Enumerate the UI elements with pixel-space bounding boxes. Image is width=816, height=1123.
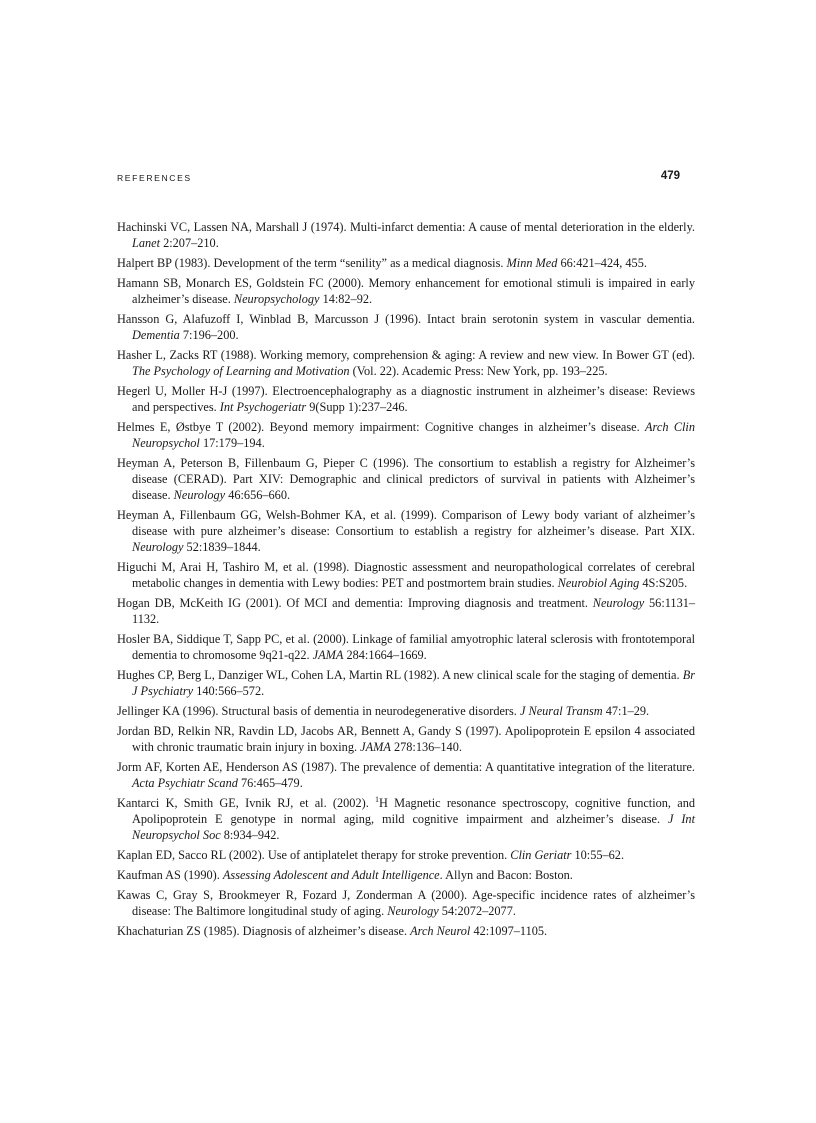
journal-name: Neuropsychology — [233, 292, 320, 306]
journal-name: Neurology — [173, 488, 226, 503]
reference-text: Jordan BD, Relkin NR, Ravdin LD, Jacobs AR, Bennett A, Gandy S (1997). Apolipoprotein E epsilon 4 associated with chronic traumatic brain injury in boxing. — [117, 724, 695, 755]
citation-details: 66:421–424, 455. — [560, 256, 647, 270]
running-head: REFERENCES — [117, 173, 192, 183]
reference-entry — [117, 887, 695, 919]
reference-entry — [117, 455, 695, 504]
reference-entry — [117, 847, 695, 863]
citation-details: 8:934–942. — [223, 828, 280, 843]
reference-text: Heyman A, Fillenbaum GG, Welsh-Bohmer KA, et al. (1999). Comparison of Lewy body variant of alzheimer’s disease with pure alzheimer’s disease: Consortium to establish a registry for alzheimer’s disease. Part XIX. — [117, 508, 695, 539]
citation-details: 54:2072–2077. — [441, 904, 516, 918]
reference-text: Hasher L, Zacks RT (1988). Working memory, comprehension & aging: A review and new view. In Bower GT (ed). — [117, 347, 695, 362]
citation-details: 14:82–92. — [322, 292, 373, 306]
citation-details: 284:1664–1669. — [346, 648, 427, 663]
reference-text: Helmes E, Østbye T (2002). Beyond memory impairment: Cognitive changes in alzheimer’s disease. — [117, 419, 640, 434]
reference-text-continued: H Magnetic resonance spectroscopy, cognitive function, and Apolipoprotein E genotype in normal aging, mild cognitive impairment and alzheimer’s disease. — [132, 796, 695, 827]
citation-details: 278:136–140. — [393, 740, 462, 755]
citation-details: . Allyn and Bacon: Boston. — [439, 868, 573, 882]
reference-text: Kawas C, Gray S, Brookmeyer R, Fozard J, Zonderman A (2000). Age-specific incidence rates of alzheimer’s disease: The Baltimore longitudinal study of aging. — [117, 887, 695, 918]
reference-entry — [117, 795, 695, 844]
reference-text: Hansson G, Alafuzoff I, Winblad B, Marcusson J (1996). Intact brain serotonin system in vascular dementia. — [117, 311, 695, 326]
journal-name: Acta Psychiatr Scand — [132, 776, 238, 791]
reference-entry — [117, 311, 695, 343]
citation-details: 9(Supp 1):237–246. — [309, 400, 408, 414]
reference-text: Halpert BP (1983). Development of the term “senility” as a medical diagnosis. — [117, 256, 504, 270]
reference-entry — [117, 275, 695, 307]
reference-text: Hachinski VC, Lassen NA, Marshall J (1974). Multi-infarct dementia: A cause of mental deterioration in the elderly. — [117, 220, 695, 234]
reference-entry — [117, 595, 695, 627]
citation-details: 140:566–572. — [196, 684, 265, 699]
reference-text: Hosler BA, Siddique T, Sapp PC, et al. (2000). Linkage of familial amyotrophic lateral sclerosis with frontotemporal dementia to chromosome 9q21-q22. — [117, 632, 695, 663]
reference-text: Heyman A, Peterson B, Fillenbaum G, Pieper C (1996). The consortium to establish a registry for Alzheimer’s disease (CERAD). Part XIV: Demographic and clinical predictors of survival in patients with Alzheimer’s disease. — [117, 455, 695, 503]
journal-name: Lanet — [132, 236, 161, 251]
book-title: Assessing Adolescent and Adult Intelligence — [222, 868, 440, 882]
journal-name: Br J Psychiatry — [132, 668, 695, 699]
reference-entry — [117, 667, 695, 699]
reference-text: Kaufman AS (1990). — [117, 868, 220, 882]
citation-details: 2:207–210. — [163, 236, 219, 251]
reference-text: Kaplan ED, Sacco RL (2002). Use of antiplatelet therapy for stroke prevention. — [117, 848, 508, 863]
journal-name: Clin Geriatr — [510, 848, 572, 863]
reference-entry — [117, 759, 695, 791]
citation-details: 46:656–660. — [228, 488, 291, 503]
journal-name: J Neural Transm — [519, 704, 603, 719]
journal-name: Arch Neurol — [410, 923, 471, 938]
reference-entry — [117, 631, 695, 663]
reference-entry — [117, 703, 695, 719]
journal-name: Int Psychogeriatr — [219, 400, 307, 414]
reference-entry — [117, 347, 695, 379]
journal-name: Neurology — [592, 596, 645, 611]
book-title: The Psychology of Learning and Motivation — [132, 364, 350, 378]
reference-list — [117, 219, 695, 943]
reference-entry — [117, 867, 695, 883]
reference-text: Higuchi M, Arai H, Tashiro M, et al. (1998). Diagnostic assessment and neuropathological correlates of cerebral metabolic changes in dementia with Lewy bodies: PET and postmortem brain studies. — [117, 560, 695, 591]
reference-entry — [117, 507, 695, 556]
citation-details: 52:1839–1844. — [186, 540, 261, 555]
journal-name: J Int Neuropsychol Soc — [132, 812, 696, 843]
reference-entry — [117, 559, 695, 591]
reference-text: Kantarci K, Smith GE, Ivnik RJ, et al. (2002). — [117, 796, 369, 810]
citation-details: 56:1131–1132. — [132, 596, 696, 627]
journal-name: JAMA — [360, 740, 391, 755]
reference-text: Jellinger KA (1996). Structural basis of dementia in neurodegenerative disorders. — [117, 704, 517, 719]
journal-name: Arch Clin Neuropsychol — [132, 419, 695, 450]
reference-text: Hegerl U, Moller H-J (1997). Electroencephalography as a diagnostic instrument in alzheimer’s disease: Reviews and perspectives. — [117, 383, 695, 414]
reference-text: Hogan DB, McKeith IG (2001). Of MCI and dementia: Improving diagnosis and treatment. — [117, 596, 588, 611]
page-number: 479 — [660, 170, 680, 182]
citation-details: 47:1–29. — [605, 704, 650, 719]
reference-text: Khachaturian ZS (1985). Diagnosis of alzheimer’s disease. — [117, 923, 408, 938]
citation-details: 42:1097–1105. — [473, 923, 548, 938]
citation-details: 7:196–200. — [182, 328, 239, 342]
journal-name: Neurobiol Aging — [557, 576, 640, 591]
reference-entry — [117, 383, 695, 415]
reference-text: Hughes CP, Berg L, Danziger WL, Cohen LA, Martin RL (1982). A new clinical scale for the staging of dementia. — [117, 668, 680, 683]
citation-details: (Vol. 22). Academic Press: New York, pp. 193–225. — [352, 364, 608, 378]
citation-details: 76:465–479. — [240, 776, 303, 791]
reference-entry — [117, 219, 695, 251]
journal-name: Neurology — [132, 540, 184, 555]
journal-name: Dementia — [132, 328, 180, 342]
superscript-isotope: 1 — [375, 795, 380, 804]
reference-entry — [117, 723, 695, 755]
journal-name: JAMA — [312, 648, 344, 663]
reference-text: Hamann SB, Monarch ES, Goldstein FC (2000). Memory enhancement for emotional stimuli is impaired in early alzheimer’s disease. — [117, 275, 695, 306]
journal-name: Neurology — [387, 904, 439, 918]
reference-entry — [117, 419, 695, 451]
citation-details: 4S:S205. — [642, 576, 688, 591]
reference-entry — [117, 255, 695, 271]
citation-details: 10:55–62. — [574, 848, 625, 863]
reference-text: Jorm AF, Korten AE, Henderson AS (1987). The prevalence of dementia: A quantitative integration of the literature. — [117, 760, 695, 774]
reference-entry — [117, 923, 695, 939]
citation-details: 17:179–194. — [202, 436, 265, 450]
journal-name: Minn Med — [506, 256, 558, 270]
